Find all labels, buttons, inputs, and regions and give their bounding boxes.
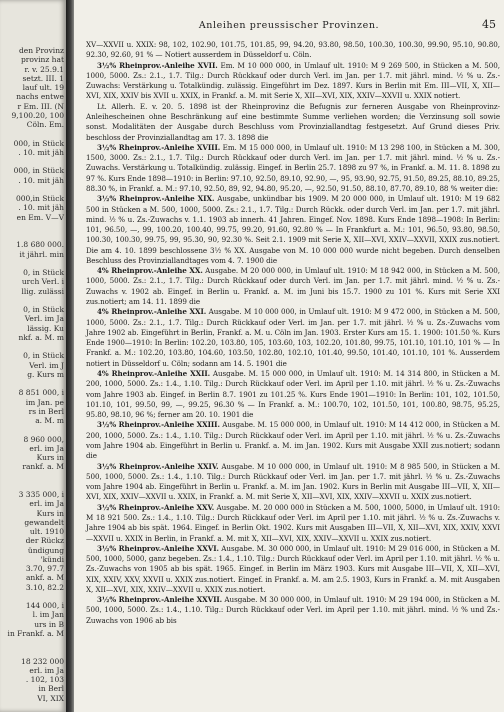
- previous-page-fragment: . 10. mit jäh: [18, 203, 64, 213]
- previous-page-fragment: en Em. V—V: [16, 212, 64, 222]
- previous-page-fragment: 3.70, 97.7: [25, 564, 64, 573]
- bond-paragraph: [86, 503, 500, 544]
- previous-page-fragment: VI, XIX: [37, 693, 64, 703]
- bond-paragraph: [86, 369, 500, 420]
- bond-description: Ausgabe. M. 30 000 000, in Umlauf ult. 1910: M 29 016 000, in Stücken a M. 500, 1000, 5000, ganz begeben. Zs.: 1.4., 1.10. Tilg.: Durch Rückkauf oder Verl. im April per 1.10. mit jährl. ½ % u. Zs.-Zuwachs von 1905 ab bis spät. 1965. Eingef. in Berlin im März 1903. Kurs mit Ausgabe III—VII, X, XII—XVI, XIX, XXIV, XXV, XXVII u. XXIX zus.notiert. Eingef. in Frankf. a. M. am 2.5. 1903, Kurs in Frankf. a. M. mit Ausgaben X, XII—XVI, XIX, XXIV—XXVII u. XXIX zus.notiert.: [86, 543, 500, 594]
- bond-paragraph: [86, 143, 500, 194]
- previous-page-fragment: 8 960 000,: [23, 434, 64, 444]
- bond-paragraph: [86, 102, 500, 143]
- previous-page-fragment: g. Kurs m: [27, 369, 64, 379]
- previous-page-fragment: der Rückz: [25, 536, 64, 546]
- previous-page-fragment: den Provinz: [18, 46, 64, 55]
- book-gutter: [66, 0, 74, 712]
- running-title: Anleihen preussischer Provinzen.: [198, 20, 380, 31]
- previous-page-fragment: r. v. 25.9.1: [24, 64, 64, 74]
- previous-page-fragment: nkf. a. M. m: [18, 332, 64, 342]
- bond-title: 3½% Rheinprov.-Anleihe XXV.: [97, 502, 215, 512]
- bond-title: 3½% Rheinprov.-Anleihe XXIII.: [97, 420, 220, 430]
- previous-page-fragment: it jährl. min: [19, 249, 64, 259]
- bond-paragraph: [86, 420, 500, 461]
- bond-description: Ausgabe. M. 15 000 000, in Umlauf ult. 1910: M. 14 314 800, in Stücken a M. 200, 1000, 5000. Zs.: 1.4., 1.10. Tilg.: Durch Rückkauf oder Verl. im April per 1.10. mit jährl. ½ % u. Zs.-Zuwachs vom Jahre 1903 ab. Eingef. in Berlin 8.7. 1901 zu 101.25 %. Kurs Ende 1901—1910: In Berlin: 101, 102, 101.50, 101.10, 101, 99.50, 99, —, 99.25, 96.30 % — In Frankf. a. M.: 100.70, 102, 101.50, 101, 100.80, 98.75, 95.25, 95.80, 98.10, 96 %; ferner am 20. 10. 1901 die: [86, 369, 501, 420]
- bond-description: Ausgabe. M. 15 000 000, in Umlauf ult. 1910: M 14 412 000, in Stücken a M. 200, 1000, 5000. Zs.: 1.4., 1.10. Tilg.: Durch Rückkauf oder Verl. im April per 1.10. mit jährl. ½ % u. Zs.-Zuwachs vom Jahre 1904 ab. Eingeführt in Berlin u. Frankf. a. M. im Jan. 1902. Kurs mit Ausgabe XXII zus.notiert; sodann die: [86, 420, 500, 461]
- previous-page-fragment: rs in Berl: [28, 406, 64, 416]
- previous-page-fragment: ult. 1910: [29, 527, 64, 536]
- bond-title: 3½% Rheinprov.-Anleihe XXVI.: [97, 543, 219, 553]
- previous-page-fragment: . 102, 103: [25, 675, 64, 684]
- previous-page-fragment: Cöln. Em.: [26, 120, 64, 129]
- previous-page-fragment: . 10. mit jäh: [18, 175, 64, 185]
- bond-description: Ausgabe. M 30 000 000, in Umlauf ult. 1910: M 29 194 000, in Stücken a M. 500, 1000, 5000. Zs.: 1.4., 1.10. Tilg.: Durch Rückkauf oder Verl. im April per 1.10. mit jährl. mind. ½ % und Zs.-Zuwachs von 1906 ab bis: [86, 595, 500, 625]
- book-page: [74, 0, 504, 712]
- previous-page-fragment: 1.8 680 000.: [16, 240, 64, 250]
- previous-page-fragment: 0, in Stück: [23, 268, 64, 277]
- bond-title: 4% Rheinprov.-Anleihe XXII.: [97, 369, 211, 378]
- bond-paragraph: [86, 194, 500, 266]
- bond-paragraph: [86, 307, 500, 369]
- previous-page-fragment: Kurs in: [36, 453, 64, 462]
- previous-page-fragment: r Em. III. (N: [17, 101, 64, 111]
- previous-page-fragment: 3 335 000, i: [18, 490, 64, 499]
- previous-page-fragment: erl. im Ja: [29, 665, 64, 675]
- bond-description: Ausgabe. M 10 000 000, in Umlauf ult. 1910: M 8 985 500, in Stücken a M. 500, 1000, 5000. Zs.: 1.4., 1.10. Tilg.: Durch Rückkauf oder Verl. im Jan. per 1.7. mit jährl. ½ % u. Zs.-Zuwachs vom Jahre 1904 ab. Eingeführt in Berlin u. Frankf. a. M. im Jan. 1902. Kurs in Berlin mit Ausgabe III—VII, X, XII—XVI, XIX, XXIV—XXVII u. XXIX, in Frankf. a. M. mit Serie X, XII—XVI, XIX, XXIV—XXVII u. XXIX zus.notiert.: [86, 461, 500, 502]
- bond-description: Ausgabe, unkündbar bis 1909. M 20 000 000, in Umlauf ult. 1910: M 19 682 500 in Stücken a M. 500, 1000, 5000. Zs.: 2.1., 1.7. Tilg.: Durch Rückk. oder durch Verl. im Jan. per 1.7. mit jährl. mind. ½ % u. Zs.-Zuwachs v. 1.1. 1903 ab innerh. 41 Jahren. Eingef. Nov. 1898. Kurs Ende 1898—1908: In Berlin: 101, 96.50, —, 99, 100.20, 100.40, 99.75, 99.20, 91.60, 92.80 % — In Frankfurt a. M.: 101, 96.50, 93.80, 98.50, 100.30, 100.30, 99.75, 99, 95.30, 90, 92.30 %. Seit 2.1. 1909 mit Serie X, XII—XVI, XXIV—XXVII, XXIX zus.notiert. Die am 4. 10. 1899 beschlossene 3½ % XX. Ausgabe von M. 10 000 000 wurde nicht begeben. Durch denselben Beschluss des Provinziallandtages vom 4. 7. 1900 die: [86, 194, 500, 265]
- previous-page-fragment: 0, in Stück: [23, 351, 64, 361]
- previous-page-fragment: erl. im Ja: [29, 499, 64, 509]
- previous-page-fragment: 18 232 000: [21, 656, 64, 666]
- bond-title: 4% Rheinprov.-Anleihe XX.: [97, 266, 203, 276]
- previous-page-fragment: 000,in Stück: [15, 194, 64, 203]
- bond-title: 3½% Rheinprov.-Anleihe XXVII.: [97, 595, 223, 605]
- bond-paragraph: [86, 462, 500, 503]
- previous-page-fragment: Verl. im J: [29, 360, 64, 370]
- previous-page-fragment: in Berl: [38, 684, 64, 694]
- bond-description: XV—XXVII u. XXIX: 98, 102, 102.90, 101.75, 101.85, 99, 94.20, 93.80, 98.50, 100.30, 100.30, 99.90, 95.10, 90.80, 92.30, 92.60, 91 % — Notiert ausserdem in Düsseldorf u. Cöln.: [86, 40, 500, 60]
- previous-page-fragment: 9,100.20, 100: [11, 110, 64, 120]
- bond-description: Ausgabe. M 20 000 000, in Umlauf ult. 1910: M 18 942 000, in Stücken a M. 500, 1000, 5000. Zs.: 2.1., 1.7. Tilg.: Durch Rückkauf oder durch Verl. im Jan. per 1.7. mit jährl. mind. ½ % u. Zs.-Zuwachs v. 1902 ab. Eingef. in Berlin u. Frankf. a. M. im Juni bis 15.7. 1900 zu 101 %. Kurs mit Serie XXI zus.notiert; am 14. 11. 1899 die: [86, 266, 500, 307]
- previous-page-fragment: Verl. im Ja: [24, 314, 64, 324]
- previous-page-fragment: lauf ult. 19: [22, 83, 64, 92]
- previous-page-fragment: nachs entwe: [16, 92, 64, 102]
- bond-title: 3½% Rheinprov.-Anleihe XVII.: [97, 60, 218, 70]
- bond-paragraph: [86, 266, 500, 307]
- running-head: [74, 20, 504, 34]
- previous-page-fragment: 144 000, i: [25, 601, 64, 610]
- bond-title: 3½% Rheinprov.-Anleihe XVIII.: [97, 142, 221, 152]
- previous-page-fragment: urch Verl. i: [21, 277, 64, 287]
- previous-page-fragment: 'kündi: [40, 554, 64, 564]
- bond-title: 4% Rheinprov.-Anleihe XXI.: [97, 307, 207, 317]
- previous-page-fragment: l. im Jan: [32, 610, 64, 620]
- previous-page-fragment: rankf. a. M: [22, 462, 64, 472]
- previous-page-fragment: 0, in Stück: [23, 305, 64, 314]
- previous-page-fragment: 000, in Stück: [13, 138, 64, 148]
- previous-page-fragment: urs in B: [34, 619, 64, 629]
- previous-page-fragment: 8 851 000, i: [18, 388, 64, 398]
- bond-title: 3½% Rheinprov.-Anleihe XXIV.: [97, 461, 219, 471]
- bond-paragraph: [86, 595, 500, 626]
- bond-description: Ausgabe. M 10 000 000, in Umlauf ult. 1910: M 9 472 000, in Stücken a M. 500, 1000, 5000. Zs.: 2.1., 1.7. Tilg.: Durch Rückkauf oder Verl. im Jan. per 1.7. mit jährl. ½ % u. Zs.-Zuwachs vom Jahre 1902 ab. Eingeführt in Berlin, Frankf. a. M. u. Cöln im Jan. 1903. Erster Kurs am 15. 1. 1900: 101.50 %. Kurs Ende 1900—1910: In Berlin: 102.20, 103.80, 105, 103.60, 103, 102.20, 101.80, 99.75, 101.10, 101.10, 101 % — In Frankf. a. M.: 102.20, 103.80, 104.60, 103.50, 102.80, 102.10, 101.40, 99.50, 101.40, 101.10, 101 %. Ausserdem notiert in Düsseldorf u. Cöln; sodann am 14. 5. 1901 die: [86, 307, 500, 368]
- previous-page-fragment: lässig. Ku: [27, 323, 64, 333]
- bond-paragraph: [86, 544, 500, 595]
- previous-page-fragment: 3.10, 82.2: [25, 582, 64, 592]
- previous-page-edge: [0, 0, 66, 712]
- bond-title: 3½% Rheinprov.-Anleihe XIX.: [97, 194, 215, 204]
- previous-page-fragment: ankf. a. M: [25, 573, 64, 583]
- previous-page-fragment: in Frankf. a. M: [7, 628, 64, 638]
- previous-page-fragment: 000, in Stück: [13, 166, 64, 176]
- previous-page-fragment: . 10. mit jäh: [18, 147, 64, 157]
- previous-page-fragment: gewandelt: [24, 517, 64, 527]
- previous-page-fragment: setzt. III. 1: [22, 73, 64, 83]
- bond-paragraph: [86, 61, 500, 102]
- previous-page-fragment: provinz hat: [20, 55, 64, 65]
- bond-description: Em. M 15 000 000, in Umlauf ult. 1910: M 13 298 100, in Stücken a M. 300, 1500, 3000. Zs.: 2.1., 1.7. Tilg.: Durch Rückkauf oder durch Verl. im Jan. per 1.7. mit jährl. mind. ½ % u. Zs.-Zuwachs. Verstärkung u. Totalkündig. zulässig. Eingef. in Berlin 25.7. 1898 zu 97 %, in Frankf. a. M. 11. 8. 1898 zu 97 %. Kurs Ende 1898—1910: in Berlin: 97.10, 92.50, 89.10, 92.90, —, 95, 93.90, 92.75, 91.50, 89.25, 88.10, 89.25, 88.30 %, in Frankf. a. M.: 97.10, 92.50, 89, 92, 94.80, 95.20, —, 92.50, 91.50, 88.10, 87.70, 89.10, 88 % weiter die:: [86, 142, 500, 193]
- bond-description: Lt. Allerh. E. v. 20. 5. 1898 ist der Rheinprovinz die Befugnis zur ferneren Ausgabe von Rheinprovinz-Anleihescheinen ohne Beschränkung auf eine bestimmte Summe verliehen worden; die Verzinsung soll sowie sonst. Modalitäten der Ausgabe durch Beschluss vom Provinziallandtag festgesetzt. Auf Grund dieses Priv. beschloss der Provinziallandtag am 17. 3. 1898 die: [86, 101, 500, 142]
- bond-description: Ausgabe. M. 20 000 000 in Stücken a M. 500, 1000, 5000, in Umlauf ult. 1910: M 18 921 500. Zs.: 1.4., 1.10. Tilg.: Durch Rückkauf oder Verl. im April per 1.10. mit jährl. ½ % u. Zs.-Zuwachs v. Jahre 1904 ab bis spät. 1964. Eingef. in Berlin Okt. 1902. Kurs mit Ausgaben III—VII, X, XII—XVI, XIX, XXIV, XXVI—XXVII u. XXIX in Berlin, in Frankf. a. M. mit X, XII—XVI, XIX, XXIV—XXVII u. XXIX zus.notiert.: [86, 502, 500, 543]
- page-number: 45: [482, 18, 496, 31]
- previous-page-fragment: ündigung: [27, 545, 64, 555]
- previous-page-fragment: erl. im Ja: [29, 443, 64, 453]
- bond-description: Em. M 10 000 000, in Umlauf ult. 1910: M 9 269 500, in Stücken a M. 500, 1000, 5000. Zs.: 2.1., 1.7. Tilg.: Durch Rückkauf oder durch Verl. im Jan. per 1.7. mit jährl. mind. ½ % u. Zs.-Zuwachs: Verstärkung u. Totalkündig. zulässig. Eingeführt im Dez. 1897. Kurs in Berlin mit Em. III—VII, X, XII—XVI, XIX, XXIV bis XVII u. XXIX, in Frankf. a. M. mit Serie X, XII—XVI, XIX, XXIV—XXVII u. XXIX notiert.: [86, 60, 500, 101]
- previous-page-fragment: a. M. m: [35, 416, 64, 425]
- bond-paragraph: [86, 40, 500, 61]
- previous-page-fragment: Kurs in: [36, 508, 64, 518]
- previous-page-fragment: llig. zulässi: [21, 286, 64, 296]
- page-body: [86, 40, 500, 626]
- previous-page-fragment: im Jan. pe: [25, 397, 64, 407]
